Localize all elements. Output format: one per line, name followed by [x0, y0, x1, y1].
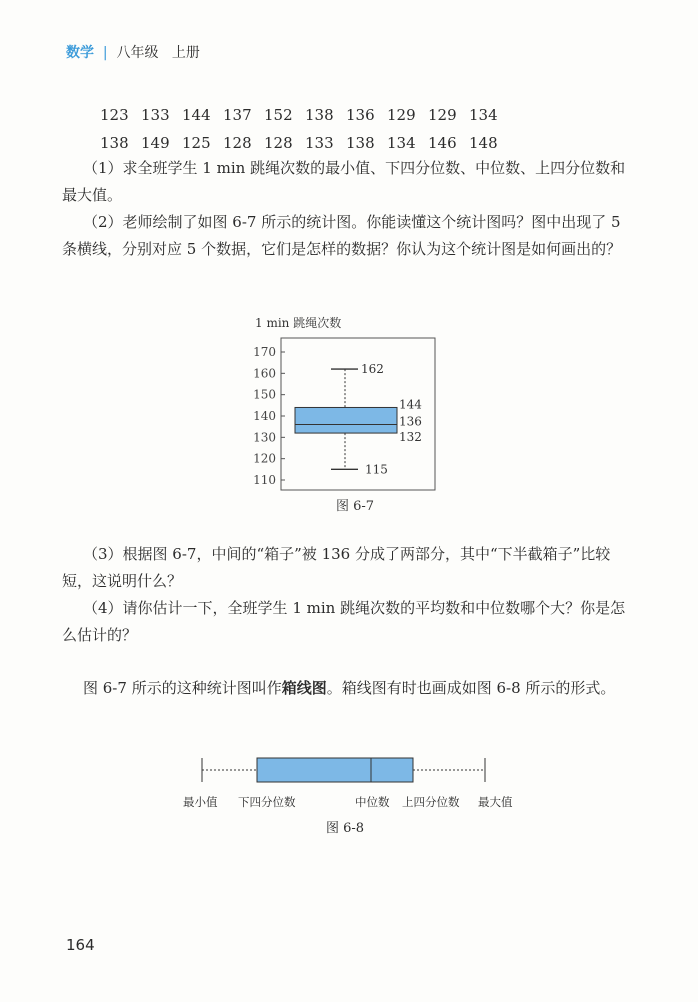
- figure-6-8-caption: 图 6-8: [326, 821, 365, 836]
- question-2: （2）老师绘制了如图 6-7 所示的统计图。你能读懂这个统计图吗？图中出现了 5 条横线，分别对应 5 个数据，它们是怎样的数据？你认为这个统计图是如何画出的？: [62, 213, 622, 258]
- definition-text: 图 6-7 所示的这种统计图叫作: [83, 679, 282, 697]
- data-value: 128: [223, 134, 252, 152]
- data-value: 129: [428, 106, 457, 124]
- data-value: 134: [469, 106, 498, 124]
- term-boxplot: 箱线图: [281, 679, 327, 697]
- box: [257, 758, 413, 782]
- y-tick-label: 150: [253, 387, 276, 402]
- data-value: 129: [387, 106, 416, 124]
- box-plot-6-8: [190, 752, 500, 788]
- y-tick-label: 130: [253, 430, 276, 445]
- data-value: 136: [346, 106, 375, 124]
- volume: 上册: [171, 45, 200, 61]
- page-number: 164: [66, 936, 95, 954]
- data-value: 138: [346, 134, 375, 152]
- data-value: 137: [223, 106, 252, 124]
- data-value: 125: [182, 134, 211, 152]
- data-value: 146: [428, 134, 457, 152]
- subject: 数学: [66, 45, 94, 61]
- data-value: 144: [182, 106, 211, 124]
- y-tick-label: 120: [253, 451, 276, 466]
- y-tick-label: 140: [253, 409, 276, 423]
- label-q1: 下四分位数: [238, 795, 296, 809]
- box: [295, 407, 397, 433]
- chart-title: 1 min 跳绳次数: [255, 316, 342, 330]
- data-row-2: [100, 134, 510, 152]
- box-plot-6-7: [240, 310, 460, 520]
- data-value: 128: [264, 134, 293, 152]
- chart-caption: 图 6-7: [335, 499, 375, 514]
- data-value: 148: [469, 134, 498, 152]
- data-value: 138: [305, 106, 334, 124]
- data-value: 133: [305, 134, 334, 152]
- data-value: 138: [100, 134, 129, 152]
- data-value: 123: [100, 106, 129, 124]
- label-max: 最大值: [478, 795, 513, 809]
- definition-text: 。箱线图有时也画成如图 6-8 所示的形式。: [326, 679, 616, 697]
- max-label: 162: [361, 362, 384, 377]
- median-label: 136: [399, 414, 422, 429]
- min-label: 115: [365, 462, 388, 477]
- definition-paragraph: [62, 675, 630, 702]
- data-value: 134: [387, 134, 416, 152]
- grade: 八年级: [116, 45, 159, 61]
- q1-label: 132: [399, 430, 422, 445]
- data-value: 149: [141, 134, 170, 152]
- separator: |: [102, 45, 108, 61]
- question-1: （1）求全班学生 1 min 跳绳次数的最小值、下四分位数、中位数、上四分位数和最大值。: [62, 159, 626, 204]
- data-value: 152: [264, 106, 293, 124]
- running-header: [66, 42, 200, 62]
- y-tick-label: 110: [253, 473, 276, 487]
- y-tick-label: 170: [253, 345, 276, 359]
- question-3: （3）根据图 6-7，中间的“箱子”被 136 分成了两部分，其中“下半截箱子”比较短，这说明什么？: [62, 545, 611, 590]
- label-min: 最小值: [183, 795, 218, 809]
- data-row-1: [100, 106, 510, 124]
- y-tick-label: 160: [253, 366, 276, 381]
- question-4: （4）请你估计一下，全班学生 1 min 跳绳次数的平均数和中位数哪个大？你是怎么估计的？: [62, 599, 626, 644]
- label-q3: 上四分位数: [402, 795, 460, 809]
- q3-label: 144: [399, 397, 422, 412]
- label-median: 中位数: [355, 795, 390, 809]
- data-value: 133: [141, 106, 170, 124]
